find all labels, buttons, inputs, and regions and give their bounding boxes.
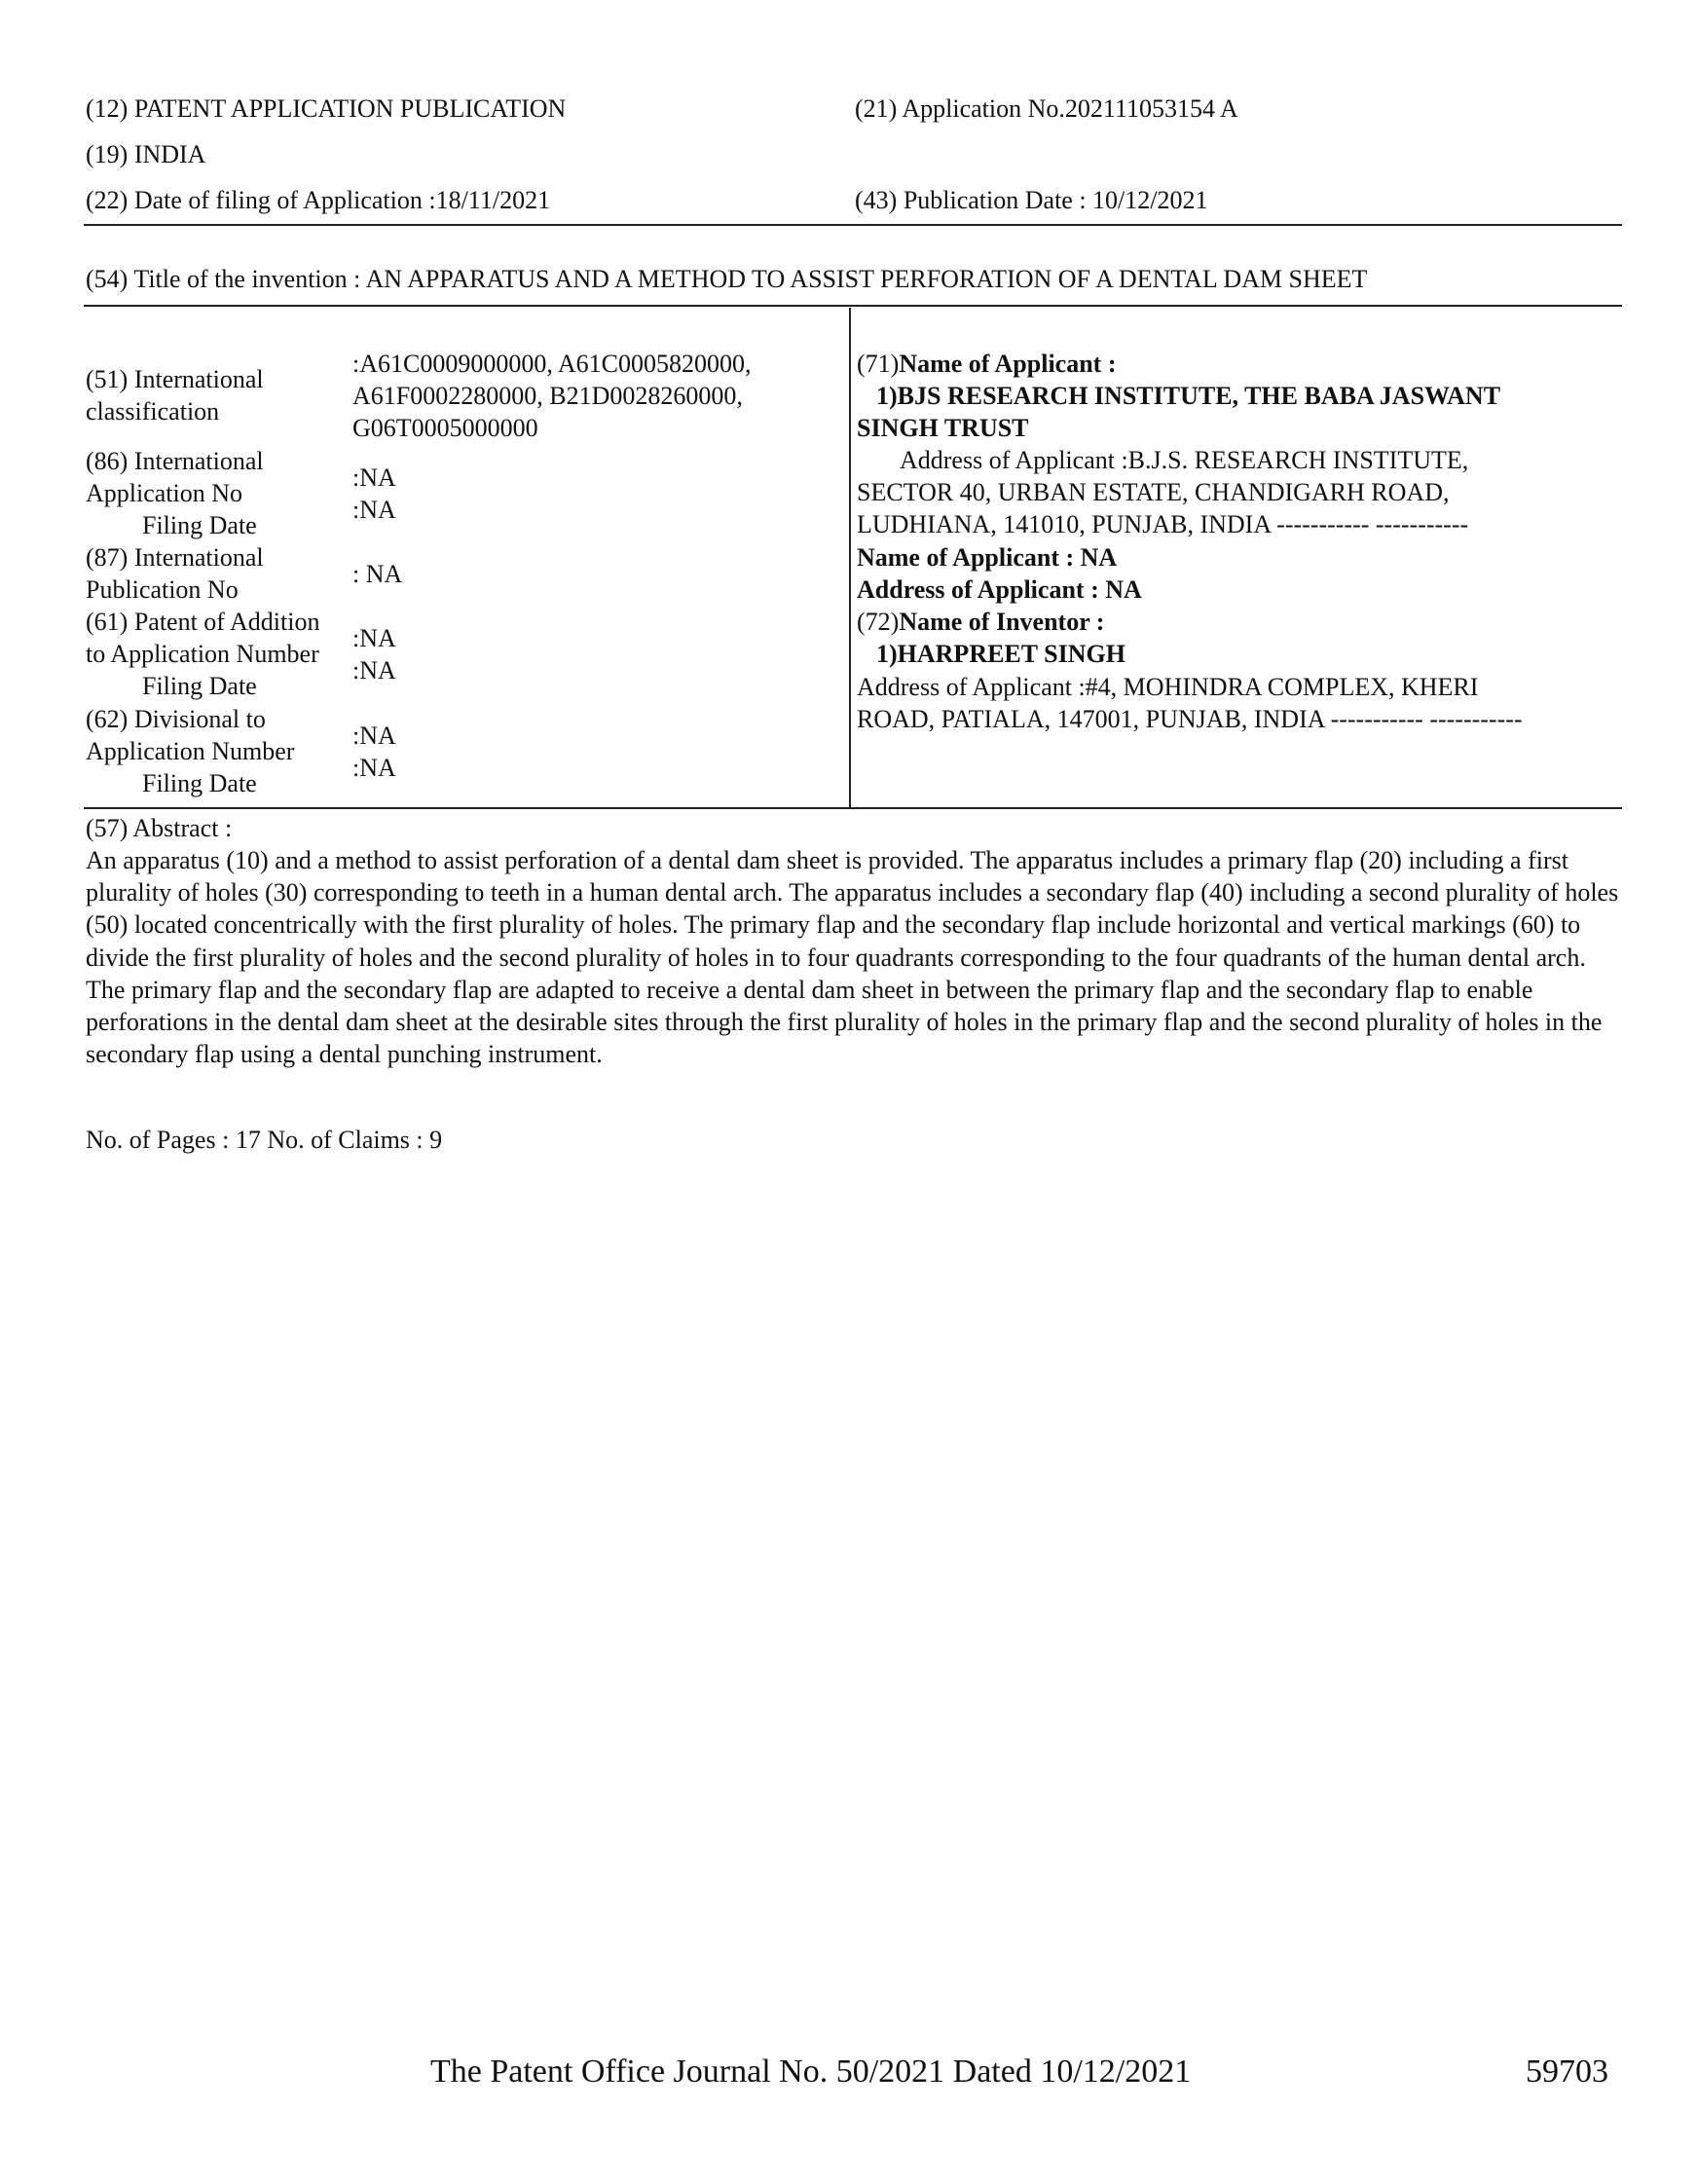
field-61-value: :NA bbox=[352, 624, 396, 652]
field-51-label-cont: classification bbox=[86, 397, 220, 426]
journal-footer: The Patent Office Journal No. 50/2021 Dated 10/12/2021 bbox=[430, 2054, 1192, 2090]
field-51-value-cont: A61F0002280000, B21D0028260000, bbox=[352, 382, 743, 410]
applicant-prefix: (71) bbox=[857, 350, 900, 378]
header-divider bbox=[84, 224, 1622, 226]
field-86-value: :NA bbox=[352, 463, 396, 492]
applicant-address-cont2: LUDHIANA, 141010, PUNJAB, INDIA ----------- ----------- bbox=[857, 510, 1469, 538]
field-86-filing-label: Filing Date bbox=[142, 511, 257, 539]
field-62-value: :NA bbox=[352, 722, 396, 750]
second-applicant-address: Address of Applicant : NA bbox=[857, 575, 1142, 604]
applicant-address-cont: SECTOR 40, URBAN ESTATE, CHANDIGARH ROAD, bbox=[857, 478, 1450, 506]
field-51-label: (51) International bbox=[86, 365, 264, 393]
applicant-name: 1)BJS RESEARCH INSTITUTE, THE BABA JASWANT bbox=[876, 382, 1501, 410]
applicant-name-cont: SINGH TRUST bbox=[857, 414, 1029, 442]
second-applicant-name: Name of Applicant : NA bbox=[857, 543, 1118, 572]
invention-title: (54) Title of the invention : AN APPARATUS AND A METHOD TO ASSIST PERFORATION OF A DENTAL DAM SHEET bbox=[86, 265, 1368, 293]
field-62-label: (62) Divisional to bbox=[86, 705, 266, 733]
country: (19) INDIA bbox=[86, 140, 206, 168]
field-61-label-cont: to Application Number bbox=[86, 640, 319, 668]
abstract-label: (57) Abstract : bbox=[86, 814, 233, 842]
pages-and-claims: No. of Pages : 17 No. of Claims : 9 bbox=[86, 1126, 443, 1154]
field-86-label-cont: Application No bbox=[86, 479, 243, 507]
applicant-heading: Name of Applicant : bbox=[899, 350, 1117, 378]
page-number: 59703 bbox=[1526, 2054, 1608, 2090]
field-51-value-cont2: G06T0005000000 bbox=[352, 414, 538, 442]
publication-date: (43) Publication Date : 10/12/2021 bbox=[855, 186, 1208, 214]
field-86-filing-value: :NA bbox=[352, 496, 396, 524]
field-87-label-cont: Publication No bbox=[86, 575, 239, 604]
abstract-text: An apparatus (10) and a method to assist perforation of a dental dam sheet is provided. The apparatus includes a primary flap (20) including a first plurality of holes (30) corresponding to teeth in a human dental arch. The apparatus includes a secondary flap (40) including a second plurality of holes (50) located concentrically with the first plurality of holes. The primary flap and the secondary flap include horizontal and vertical markings (60) to divide the first plurality of holes and the second plurality of holes in to four quadrants corresponding to the four quadrants of the human dental arch. The primary flap and the secondary flap are adapted to receive a dental dam sheet in between the primary flap and the secondary flap to enable perforations in the dental dam sheet at the desirable sites through the first plurality of holes in the primary flap and the second plurality of holes in the secondary flap using a dental punching instrument. bbox=[86, 846, 1619, 1069]
inventor-prefix: (72) bbox=[857, 608, 900, 636]
field-62-filing-value: :NA bbox=[352, 754, 396, 782]
title-divider bbox=[84, 305, 1622, 307]
column-divider bbox=[849, 308, 851, 808]
publication-type: (12) PATENT APPLICATION PUBLICATION bbox=[86, 94, 567, 123]
field-62-label-cont: Application Number bbox=[86, 737, 295, 765]
inventor-address-cont: ROAD, PATIALA, 147001, PUNJAB, INDIA ----------- ----------- bbox=[857, 705, 1523, 733]
field-87-label: (87) International bbox=[86, 543, 264, 572]
filing-date: (22) Date of filing of Application :18/11/2021 bbox=[86, 186, 551, 214]
field-87-value: : NA bbox=[352, 560, 403, 588]
inventor-heading: Name of Inventor : bbox=[899, 608, 1105, 636]
application-number: (21) Application No.202111053154 A bbox=[855, 94, 1238, 123]
field-61-filing-label: Filing Date bbox=[142, 672, 257, 700]
inventor-heading-line bbox=[857, 606, 1104, 638]
field-51-value: :A61C0009000000, A61C0005820000, bbox=[352, 350, 752, 378]
field-62-filing-label: Filing Date bbox=[142, 769, 257, 797]
table-bottom-divider bbox=[84, 807, 1622, 809]
field-61-filing-value: :NA bbox=[352, 656, 396, 685]
inventor-address: Address of Applicant :#4, MOHINDRA COMPLEX, KHERI bbox=[857, 673, 1479, 701]
applicant-address: Address of Applicant :B.J.S. RESEARCH INSTITUTE, bbox=[900, 446, 1469, 474]
field-61-label: (61) Patent of Addition bbox=[86, 608, 320, 636]
applicant-heading-line bbox=[857, 348, 1117, 380]
inventor-name: 1)HARPREET SINGH bbox=[876, 640, 1125, 668]
field-86-label: (86) International bbox=[86, 447, 264, 475]
